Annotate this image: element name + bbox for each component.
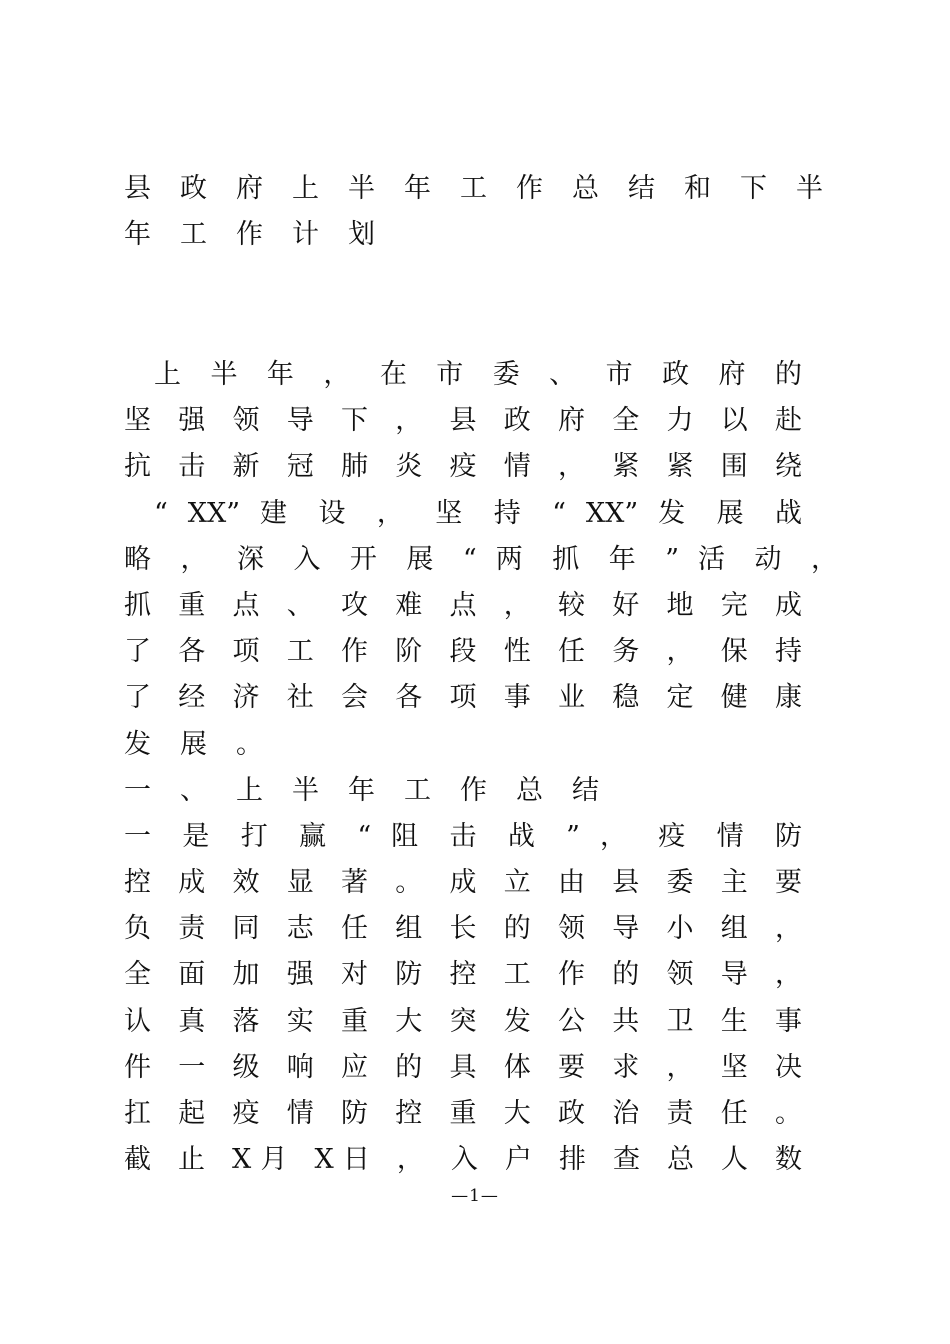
document-title-line-1: 县政府上半年工作总结和下半 — [124, 173, 852, 204]
body-line: 认 真 落 实 重 大 突 发 公 共 卫 生 事 — [124, 1005, 802, 1037]
body-line: 了 各 项 工 作 阶 段 性 任 务 ， 保 持 — [124, 636, 802, 668]
body-line: 截 止 X月 X日 ， 入 户 排 查 总 人 数 — [124, 1144, 802, 1176]
body-line: 控 成 效 显 著 。 成 立 由 县 委 主 要 — [124, 867, 802, 899]
document-body — [124, 352, 838, 1183]
document-title-line-2: 年工作计划 — [124, 219, 404, 250]
body-line: 扛 起 疫 情 防 控 重 大 政 治 责 任 。 — [124, 1098, 802, 1129]
body-line: 件 一 级 响 应 的 具 体 要 求 ， 坚 决 — [124, 1051, 802, 1083]
body-line: “ XX” 建 设 ， 坚 持 “ XX” 发 展 战 — [154, 497, 802, 529]
page-number: —1— — [451, 1186, 499, 1206]
body-line: 负 责 同 志 任 组 长 的 领 导 小 组 ， — [124, 913, 802, 945]
body-line: 坚 强 领 导 下 ， 县 政 府 全 力 以 赴 — [124, 405, 802, 437]
body-line: 一 是 打 赢 “ 阻 击 战 ” ， 疫 情 防 — [124, 820, 802, 852]
body-line: 发展。 — [124, 728, 292, 760]
body-line: 略 ， 深 入 开 展 “ 两 抓 年 ” 活 动 ， — [124, 543, 838, 575]
body-line: 全 面 加 强 对 防 控 工 作 的 领 导 ， — [124, 959, 802, 991]
section-heading: 一、上半年工作总结 — [124, 774, 628, 806]
body-line: 抗 击 新 冠 肺 炎 疫 情 ， 紧 紧 围 绕 — [124, 451, 802, 483]
body-line: 抓 重 点 、 攻 难 点 ， 较 好 地 完 成 — [124, 589, 802, 621]
body-line: 上 半 年 ， 在 市 委 、 市 政 府 的 — [154, 359, 802, 390]
body-line: 了 经 济 社 会 各 项 事 业 稳 定 健 康 — [124, 682, 802, 714]
